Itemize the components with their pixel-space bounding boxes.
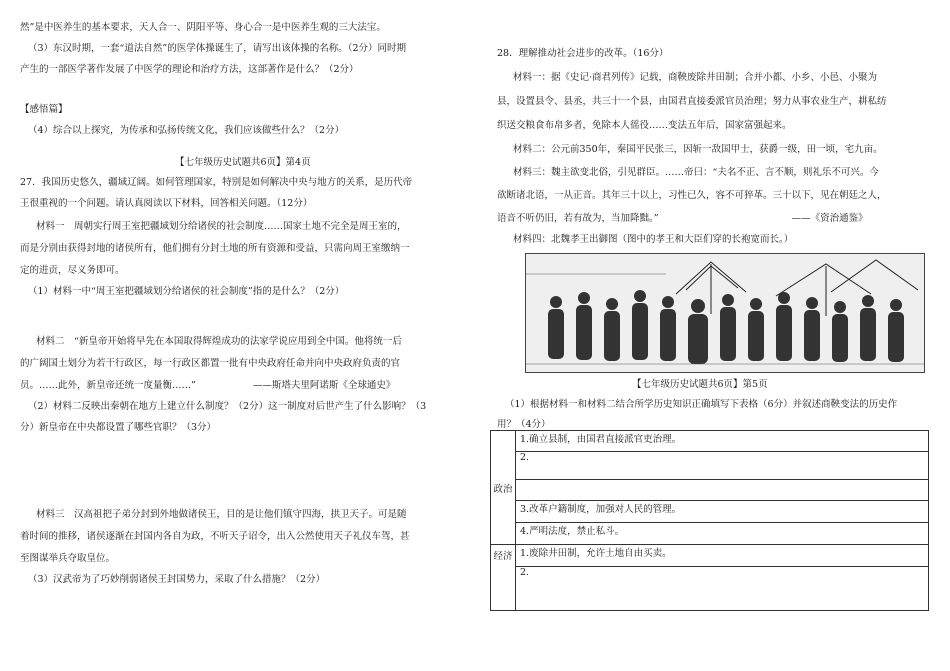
table-cell: 1.确立县制，由国君直接派官吏治理。	[516, 431, 929, 452]
text-line: 定的进贡，尽义务即可。	[20, 265, 125, 276]
text-line: 欲断诸北语，一从正音。其年三十以上，习性已久，容不可猝革。三十以下，见在朝廷之人，	[497, 190, 887, 201]
material-3: 材料三：魏主欲变北俗，引见群臣。……帝曰：“夫名不正、言不顺，则礼乐不可兴。今	[513, 167, 879, 178]
table-cell: 1.废除井田制，允许土地自由买卖。	[516, 545, 929, 567]
question-27-1: （1）材料一中“周王室把疆域划分给诸侯的社会制度”指的是什么？（2分）	[28, 286, 345, 297]
text-line: 语音不听仍旧，若有故为，当加降黜。” ——《资治通鉴》	[497, 213, 868, 224]
table-cell: 4.严明法度，禁止私斗。	[516, 523, 929, 545]
text-line: 产生的一部医学著作发展了中医学的理论和治疗方法，这部著作是什么？（2分）	[20, 64, 359, 75]
material-1: 材料一：据《史记·商君列传》记载，商鞅废除井田制；合并小都、小乡、小邑、小聚为	[513, 72, 878, 83]
question-3: （3）东汉时期，一套“道法自然”的医学体操诞生了，请写出该体操的名称。（2分）同时期	[28, 43, 407, 54]
question-28: 28．理解推动社会进步的改革。（16分）	[497, 48, 669, 59]
material-3: 材料三 汉高祖把子弟分封到外地做诸侯王，目的是让他们镇守四海，拱卫天子。可是随	[36, 509, 407, 520]
text-line: 而是分别由获得封地的诸侯所有，他们拥有分封土地的所有资源和受益，只需向周王室缴纳一	[20, 243, 410, 254]
question-27-intro: 27．我国历史悠久，疆域辽阔。如何管理国家，特别是如何解决中央与地方的关系，是历代帝	[20, 177, 413, 188]
material-2: 材料二：公元前350年，秦国平民张三，因斩一敌国甲士，获爵一级，田一顷，宅九亩。	[513, 144, 883, 155]
table-cell: 3.改革户籍制度，加强对人民的管理。	[516, 501, 929, 523]
text-line: 的广阔国土划分为若干行政区，每一行政区都置一批有中央政府任命并向中央政府负责的官	[20, 358, 401, 369]
material-2: 材料二 “新皇帝开始将早先在本国取得辉煌成功的法家学说应用到全中国。他将统一后	[36, 336, 402, 347]
section-heading: 【感悟篇】	[20, 104, 68, 115]
text-line: 员。……此外，新皇帝还统一度量衡……” ——斯塔夫里阿诺斯《全球通史》	[20, 380, 396, 391]
answer-cell[interactable]	[516, 480, 929, 501]
northern-wei-procession-image	[525, 253, 925, 373]
economy-label: 经济	[491, 545, 516, 611]
material-4: 材料四：北魏孝王出御图（图中的孝王和大臣们穿的长袍宽而长。）	[513, 234, 794, 245]
text-line: 至图谋举兵夺取皇位。	[20, 553, 116, 564]
text-line: 用？（4分）	[497, 419, 551, 430]
text-line: 着时间的推移，诸侯逐渐在封国内各自为政，不听天子诏令，出入公然使用天子礼仪车驾，甚	[20, 531, 410, 542]
answer-cell[interactable]: 2.	[516, 452, 929, 480]
answer-cell[interactable]: 2.	[516, 567, 929, 611]
question-28-1: （1）根据材料一和材料二结合所学历史知识正确填写下表格（6分）并叙述商鞅变法的历史作	[505, 399, 898, 410]
page-footer: 【七年级历史试题共6页】第5页	[632, 379, 768, 390]
reform-table	[490, 430, 929, 611]
text-line: 王很重视的一个问题。请认真阅读以下材料，回答相关问题。（12分）	[20, 198, 313, 209]
material-1: 材料一 周朝实行周王室把疆域划分给诸侯的社会制度……国家土地不完全是周王室的，	[36, 221, 407, 232]
text-line: 县，设置县令、县丞，共三十一个县，由国君直接委派官员治理；努力从事农业生产，耕私纺	[497, 96, 887, 107]
question-27-3: （3）汉武帝为了巧妙削弱诸侯王封国势力，采取了什么措施？（2分）	[28, 574, 326, 585]
page-footer: 【七年级历史试题共6页】第4页	[175, 157, 311, 168]
text-line: 分）新皇帝在中央都设置了哪些官职？（3分）	[20, 422, 217, 433]
engraving-drawing	[526, 254, 924, 372]
text-line: 织送交粮食布帛多者，免除本人徭役……变法五年后，国家富强起来。	[497, 120, 792, 131]
politics-label: 政治	[491, 431, 516, 545]
question-4: （4）综合以上探究，为传承和弘扬传统文化，我们应该做些什么？（2分）	[28, 125, 345, 136]
text-line: 然”是中医养生的基本要求，天人合一、阴阳平等、身心合一是中医养生观的三大法宝。	[20, 22, 386, 33]
question-27-2: （2）材料二反映出秦朝在地方上建立什么制度？（2分）这一制度对后世产生了什么影响？（3	[28, 401, 427, 412]
